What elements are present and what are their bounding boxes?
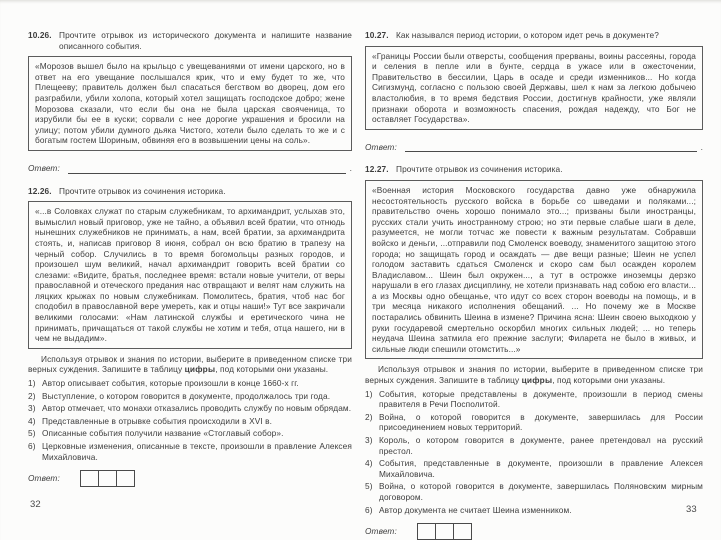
option-text: Автор документа не считает Шеина изменником. — [379, 504, 572, 515]
option-item — [28, 416, 352, 427]
task-10-27-source-excerpt: «Границы России были отверсты, сообщения прерваны, воины рассеяны, города и селения в пепле или в бунте, сердца в ужасе или в ожесточении, Правительство в бессилии, Царь в осаде и среди изменников... Но когда Сигизмунд, согласно с пользою своей Державы, шел к нам за легкою добычею властолюбия, в то время бедствия России, достигнув крайности, уже являли признаки оборота и возможность спасения, рождая надежду, что Бог не оставляет Государства». — [365, 46, 703, 130]
option-number: 5) — [365, 481, 373, 492]
task-10-26-prompt: Прочтите отрывок из исторического документа и напишите название описанного события. — [59, 30, 352, 51]
answer-line-period: . — [349, 162, 352, 173]
option-text: Автор отмечает, что монахи отказались проводить службу по новым обрядам. — [42, 403, 352, 414]
task-12-26-heading — [28, 186, 352, 197]
option-number: 4) — [28, 415, 36, 426]
option-number: 2) — [365, 411, 373, 422]
task-12-26-prompt: Прочтите отрывок из сочинения историка. — [59, 185, 226, 196]
answer-cell — [417, 523, 436, 540]
option-number: 6) — [365, 504, 373, 515]
option-number: 1) — [28, 378, 36, 389]
task-12-27-number: 12.27. — [365, 164, 389, 175]
answer-cell — [453, 523, 472, 540]
task-12-26-source-excerpt: «...в Соловках служат по старым служебникам, то архимандрит, услыхав это, вымыслил новый приговор, уже не тайно, а объявил всей братии, что отнюдь нынешних служебников не принимать, а нам, всей братии, за архимандрита стоять, и, написав приговор 8 июня, собрал он всю братию в трапезу на черный собор. Случились в то время богомольцы разных городов, и произошел шум великий, начал архимандрит говорить всей братии со слезами: «Видите, братья, последнее время: встали новые учители, от веры православной и отеческого предания нас отвращают и велят нам служить на ляцких крыжах по новым служебникам. Помолитесь, братия, чтоб нас бог сподобил в православной вере умереть, как и отцы наши!» Тут все закричали великими голосами: «Нам латинской службы и еретического чина не принимать, причащаться от такой службы не хотим и тебя, отца нашего, ни в чем не выдадим». — [28, 201, 352, 349]
option-number: 4) — [365, 458, 373, 469]
answer-blank-line — [68, 164, 346, 174]
task-12-27-instruction — [365, 364, 703, 385]
option-item — [365, 389, 703, 410]
option-item — [28, 441, 352, 462]
task-10-27-heading — [365, 30, 703, 41]
option-item — [28, 378, 352, 389]
page-number-right: 33 — [686, 504, 697, 515]
task-10-26-number: 10.26. — [28, 30, 52, 40]
option-item — [365, 412, 703, 433]
page-number-left: 32 — [30, 499, 41, 510]
option-item — [28, 403, 352, 414]
task-12-26-answer-table — [28, 470, 352, 487]
page-right — [365, 30, 703, 540]
task-12-27-source-excerpt: «Военная история Московского государства давно уже обнаружила несостоятельность русского войска в борьбе со шведами и поляками...; правительство очень хорошо понимало это...; призваны были иностранцы, русских стали учить иностранному строю; но эти первые слабые шаги в деле, разумеется, не могли тотчас же повести к важным результатам. Собравши войско и деньги, ...отправили под Смоленск воеводу, знаменитого защитою этого города; но защищать город и осаждать — две вещи разные; Шеин не успел голодом заставить сдаться Смоленск и скоро сам был осажден королем Владиславом... Шеин был окружен..., а тут в острожке иноземцы дерзко нарушали в его глазах дисциплину, не хотели признавать над собою его власти... а из Москвы одно обещанье, что идут со всех сторон воеводы на помощь, и в три месяца никакого исполнения обещаний. ... Но почему же в Москве постарались обвинить Шеина в измене? Причина ясна: Шеин своею выходкою у руки государевой смертельно оскорбил многих сильных людей; ... но теперь неудача Шеина затмила его прежние заслуги; Филарета не было в живых, и сильные люди спешили отомстить...» — [365, 180, 703, 360]
option-item — [365, 435, 703, 456]
option-text: Король, о котором говорится в документе, ранее претендовал на русский престол. — [379, 435, 703, 456]
answer-cell — [80, 470, 99, 487]
instruction-text: Используя отрывок и знания по истории, выберите в приведенном списке три верных суждения. Запишите в таблицу — [28, 353, 352, 375]
answer-cells — [417, 523, 472, 540]
answer-cell — [116, 470, 135, 487]
option-item — [365, 458, 703, 479]
task-10-26-heading — [28, 30, 352, 51]
option-text: Война, о которой говорится в документе, завершилась Поляновским мирным договором. — [379, 481, 703, 502]
instruction-text: Используя отрывок и знания по истории, выберите в приведенном списке три верных суждения. Запишите в таблицу — [365, 364, 703, 386]
answer-label: Ответ: — [28, 162, 60, 173]
option-text: Выступление, о котором говорится в документе, продолжалось три года. — [42, 390, 331, 401]
answer-cell — [435, 523, 454, 540]
option-text: Церковные изменения, описанные в тексте, произошли в правление Алексея Михайловича. — [42, 441, 352, 462]
option-number: 3) — [28, 403, 36, 414]
answer-label: Ответ: — [365, 141, 397, 152]
task-10-26-answer-row — [28, 163, 352, 174]
option-item — [365, 505, 703, 516]
task-12-26-number: 12.26. — [28, 185, 52, 196]
option-item — [28, 428, 352, 439]
task-12-27-heading — [365, 164, 703, 175]
answer-cell — [98, 470, 117, 487]
instruction-text: , под которыми они указаны. — [215, 364, 329, 375]
option-text: Автор описывает события, которые произошли в конце 1660-х гг. — [42, 378, 299, 389]
answer-line-period: . — [700, 141, 703, 152]
option-number: 1) — [365, 388, 373, 399]
answer-blank-line — [405, 142, 697, 152]
page-left — [28, 30, 352, 487]
instruction-text: , под которыми они указаны. — [552, 375, 666, 386]
answer-label: Ответ: — [365, 526, 397, 537]
option-number: 6) — [28, 441, 36, 451]
instruction-bold-word: цифры — [184, 364, 216, 375]
option-item — [365, 481, 703, 502]
answer-label: Ответ: — [28, 473, 60, 484]
task-12-27-options — [365, 389, 703, 516]
task-10-27-number: 10.27. — [365, 30, 389, 40]
task-10-27-prompt: Как назывался период истории, о котором идет речь в документе? — [396, 30, 659, 40]
option-number: 5) — [28, 428, 36, 439]
option-item — [28, 391, 352, 402]
option-number: 2) — [28, 390, 36, 401]
option-number: 3) — [365, 435, 373, 445]
option-text: События, которые представлены в документе, произошли в период смены правителя в Речи Посполитой. — [379, 388, 703, 410]
task-10-26-source-excerpt: «Морозов вышел было на крыльцо с увещеваниями от имени царского, но в ответ на его увещание послышался крик, что и ему будет то же, что Плещееву; правитель должен был спасаться бегством во дворец, дом его разграбили, убили холопа, который хотел защищать господское добро; жене Морозова сказали, что если бы она не была царская свояченица, то изрубили бы ее в куски; сорвали с нее дорогие украшения и бросили на улицу; потом убили думного дьяка Чистого, хотели было сделать то же и с богатым гостем Шориным, обвиняя его в возвышении цены на соль». — [28, 56, 352, 151]
option-text: События, представленные в документе, произошли в правление Алексея Михайловича. — [379, 458, 703, 479]
task-12-26-options — [28, 378, 352, 462]
option-text: Описанные события получили название «Стоглавый собор». — [42, 428, 284, 439]
task-12-27-answer-table — [365, 523, 703, 540]
instruction-bold-word: цифры — [521, 375, 553, 386]
answer-cells — [80, 470, 135, 487]
task-12-27-prompt: Прочтите отрывок из сочинения историка. — [396, 164, 563, 175]
task-10-27-answer-row — [365, 142, 703, 153]
task-12-26-instruction — [28, 354, 352, 375]
option-text: Представленные в отрывке события происходили в XVI в. — [42, 415, 273, 426]
option-text: Война, о которой говорится в документе, завершилась для России присоединением новых территорий. — [379, 411, 703, 433]
